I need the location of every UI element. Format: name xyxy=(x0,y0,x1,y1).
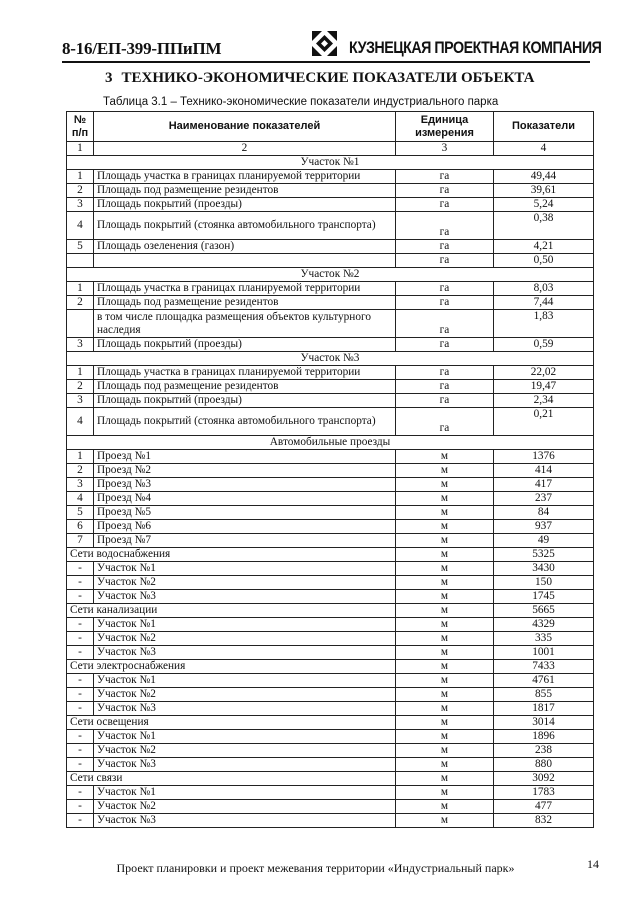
unit-cell: м xyxy=(396,716,494,730)
row-number xyxy=(67,310,94,338)
indicator-name: в том числе площадка размещения объектов культурного наследия xyxy=(94,310,396,338)
unit-cell: м xyxy=(396,604,494,618)
column-index-row xyxy=(67,142,594,156)
unit-cell: га xyxy=(396,212,494,240)
row-number: 2 xyxy=(67,380,94,394)
table-row xyxy=(67,562,594,576)
value-cell: 150 xyxy=(494,576,594,590)
value-cell: 0,59 xyxy=(494,338,594,352)
indicator-name: Участок №3 xyxy=(94,646,396,660)
table-row xyxy=(67,674,594,688)
table-row xyxy=(67,646,594,660)
table-row xyxy=(67,632,594,646)
row-number: 7 xyxy=(67,534,94,548)
indicator-name: Участок №2 xyxy=(94,688,396,702)
unit-cell: м xyxy=(396,492,494,506)
row-number xyxy=(67,254,94,268)
value-cell: 1376 xyxy=(494,450,594,464)
category-label: Сети связи xyxy=(67,772,396,786)
header-rule xyxy=(62,61,590,63)
row-number: 4 xyxy=(67,212,94,240)
value-cell: 3430 xyxy=(494,562,594,576)
row-number: 1 xyxy=(67,170,94,184)
value-cell: 3014 xyxy=(494,716,594,730)
row-number: - xyxy=(67,646,94,660)
unit-cell: га xyxy=(396,282,494,296)
unit-cell: м xyxy=(396,478,494,492)
value-cell: 0,50 xyxy=(494,254,594,268)
unit-cell: га xyxy=(396,310,494,338)
value-cell: 0,21 xyxy=(494,408,594,436)
unit-cell: га xyxy=(396,408,494,436)
row-number: 4 xyxy=(67,492,94,506)
value-cell: 7433 xyxy=(494,660,594,674)
row-number: 5 xyxy=(67,240,94,254)
table-row xyxy=(67,408,594,436)
indicator-name: Участок №2 xyxy=(94,744,396,758)
table-row xyxy=(67,198,594,212)
section-row xyxy=(67,436,594,450)
page-footer: Проект планировки и проект межевания территории «Индустриальный парк» xyxy=(116,861,515,875)
row-number: - xyxy=(67,632,94,646)
unit-cell: га xyxy=(396,380,494,394)
section-title xyxy=(105,70,534,87)
unit-cell: м xyxy=(396,688,494,702)
value-cell: 3092 xyxy=(494,772,594,786)
value-cell: 19,47 xyxy=(494,380,594,394)
unit-cell: га xyxy=(396,338,494,352)
value-cell: 0,38 xyxy=(494,212,594,240)
table-row xyxy=(67,366,594,380)
indicator-name: Площадь под размещение резидентов xyxy=(94,184,396,198)
unit-cell: м xyxy=(396,576,494,590)
indicator-name: Участок №3 xyxy=(94,814,396,828)
unit-cell: м xyxy=(396,464,494,478)
value-cell: 49 xyxy=(494,534,594,548)
indicator-name: Участок №3 xyxy=(94,758,396,772)
unit-cell: м xyxy=(396,632,494,646)
unit-cell: м xyxy=(396,674,494,688)
indicator-name: Площадь под размещение резидентов xyxy=(94,296,396,310)
indicator-name: Площадь покрытий (стоянка автомобильного транспорта) xyxy=(94,212,396,240)
indicator-name: Площадь покрытий (стоянка автомобильного транспорта) xyxy=(94,408,396,436)
header-value: Показатели xyxy=(494,112,594,142)
row-number: - xyxy=(67,744,94,758)
table-row xyxy=(67,212,594,240)
value-cell: 1,83 xyxy=(494,310,594,338)
table-row xyxy=(67,702,594,716)
unit-cell: м xyxy=(396,646,494,660)
row-number: 5 xyxy=(67,506,94,520)
table-row xyxy=(67,464,594,478)
table-row xyxy=(67,814,594,828)
row-number: 3 xyxy=(67,338,94,352)
category-label: Сети освещения xyxy=(67,716,396,730)
table-row xyxy=(67,506,594,520)
value-cell: 832 xyxy=(494,814,594,828)
indicator-name: Площадь под размещение резидентов xyxy=(94,380,396,394)
section-heading: ТЕХНИКО-ЭКОНОМИЧЕСКИЕ ПОКАЗАТЕЛИ ОБЪЕКТА xyxy=(121,70,535,86)
indicator-name: Участок №3 xyxy=(94,590,396,604)
value-cell: 880 xyxy=(494,758,594,772)
unit-cell: м xyxy=(396,786,494,800)
category-label: Сети электроснабжения xyxy=(67,660,396,674)
unit-cell: м xyxy=(396,562,494,576)
indicator-name: Участок №1 xyxy=(94,786,396,800)
category-row xyxy=(67,660,594,674)
row-number: - xyxy=(67,730,94,744)
value-cell: 1783 xyxy=(494,786,594,800)
page-number: 14 xyxy=(587,857,599,871)
indicator-name: Участок №2 xyxy=(94,800,396,814)
row-number: 1 xyxy=(67,450,94,464)
table-row xyxy=(67,338,594,352)
indicator-name: Площадь участка в границах планируемой территории xyxy=(94,366,396,380)
table-row xyxy=(67,590,594,604)
header-name: Наименование показателей xyxy=(94,112,396,142)
value-cell: 1745 xyxy=(494,590,594,604)
column-index: 3 xyxy=(396,142,494,156)
indicator-name: Площадь покрытий (проезды) xyxy=(94,338,396,352)
column-index: 1 xyxy=(67,142,94,156)
indicator-name xyxy=(94,254,396,268)
table-row xyxy=(67,492,594,506)
row-number: 6 xyxy=(67,520,94,534)
row-number: - xyxy=(67,590,94,604)
value-cell: 477 xyxy=(494,800,594,814)
indicator-name: Площадь покрытий (проезды) xyxy=(94,198,396,212)
table-body xyxy=(67,156,594,828)
section-label: Автомобильные проезды xyxy=(67,436,594,450)
unit-cell: га xyxy=(396,198,494,212)
indicator-name: Участок №3 xyxy=(94,702,396,716)
row-number: 4 xyxy=(67,408,94,436)
category-row xyxy=(67,604,594,618)
unit-cell: м xyxy=(396,660,494,674)
header-number: № п/п xyxy=(67,112,94,142)
unit-cell: м xyxy=(396,744,494,758)
table-caption: Таблица 3.1 – Технико-экономические показатели индустриального парка xyxy=(103,96,499,108)
unit-cell: м xyxy=(396,758,494,772)
unit-cell: м xyxy=(396,730,494,744)
value-cell: 4761 xyxy=(494,674,594,688)
value-cell: 22,02 xyxy=(494,366,594,380)
unit-cell: м xyxy=(396,590,494,604)
kuznetsk-logo-icon xyxy=(312,31,337,56)
category-row xyxy=(67,772,594,786)
value-cell: 5,24 xyxy=(494,198,594,212)
table-row xyxy=(67,520,594,534)
value-cell: 1896 xyxy=(494,730,594,744)
value-cell: 1001 xyxy=(494,646,594,660)
row-number: 1 xyxy=(67,282,94,296)
section-label: Участок №1 xyxy=(67,156,594,170)
table-row xyxy=(67,380,594,394)
unit-cell: м xyxy=(396,520,494,534)
unit-cell: м xyxy=(396,506,494,520)
indicator-name: Проезд №3 xyxy=(94,478,396,492)
value-cell: 4329 xyxy=(494,618,594,632)
unit-cell: га xyxy=(396,170,494,184)
row-number: - xyxy=(67,674,94,688)
table-row xyxy=(67,240,594,254)
value-cell: 238 xyxy=(494,744,594,758)
indicator-name: Участок №1 xyxy=(94,730,396,744)
indicator-name: Площадь покрытий (проезды) xyxy=(94,394,396,408)
value-cell: 84 xyxy=(494,506,594,520)
indicator-name: Участок №1 xyxy=(94,618,396,632)
value-cell: 1817 xyxy=(494,702,594,716)
row-number: 1 xyxy=(67,366,94,380)
table-row xyxy=(67,254,594,268)
row-number: 2 xyxy=(67,464,94,478)
row-number: 2 xyxy=(67,184,94,198)
indicator-name: Участок №2 xyxy=(94,632,396,646)
header-unit: Единица измерения xyxy=(396,112,494,142)
indicator-name: Проезд №6 xyxy=(94,520,396,534)
value-cell: 417 xyxy=(494,478,594,492)
indicator-name: Проезд №2 xyxy=(94,464,396,478)
row-number: - xyxy=(67,702,94,716)
value-cell: 414 xyxy=(494,464,594,478)
row-number: 3 xyxy=(67,478,94,492)
indicator-name: Проезд №5 xyxy=(94,506,396,520)
section-number: 3 xyxy=(105,70,113,86)
value-cell: 4,21 xyxy=(494,240,594,254)
row-number: - xyxy=(67,814,94,828)
section-row xyxy=(67,268,594,282)
table-row xyxy=(67,184,594,198)
section-label: Участок №2 xyxy=(67,268,594,282)
table-row xyxy=(67,478,594,492)
unit-cell: м xyxy=(396,618,494,632)
indicator-name: Участок №1 xyxy=(94,674,396,688)
table-row xyxy=(67,576,594,590)
indicators-table xyxy=(66,111,594,828)
unit-cell: га xyxy=(396,254,494,268)
value-cell: 5325 xyxy=(494,548,594,562)
value-cell: 8,03 xyxy=(494,282,594,296)
section-row xyxy=(67,352,594,366)
category-row xyxy=(67,548,594,562)
value-cell: 39,61 xyxy=(494,184,594,198)
section-label: Участок №3 xyxy=(67,352,594,366)
section-row xyxy=(67,156,594,170)
table-row xyxy=(67,786,594,800)
unit-cell: м xyxy=(396,548,494,562)
value-cell: 937 xyxy=(494,520,594,534)
unit-cell: га xyxy=(396,184,494,198)
table-row xyxy=(67,730,594,744)
value-cell: 335 xyxy=(494,632,594,646)
row-number: 3 xyxy=(67,198,94,212)
table-row xyxy=(67,394,594,408)
value-cell: 2,34 xyxy=(494,394,594,408)
indicator-name: Участок №1 xyxy=(94,562,396,576)
category-label: Сети водоснабжения xyxy=(67,548,396,562)
unit-cell: м xyxy=(396,534,494,548)
indicator-name: Проезд №4 xyxy=(94,492,396,506)
unit-cell: м xyxy=(396,814,494,828)
column-index: 2 xyxy=(94,142,396,156)
row-number: - xyxy=(67,576,94,590)
indicator-name: Площадь озеленения (газон) xyxy=(94,240,396,254)
unit-cell: м xyxy=(396,800,494,814)
row-number: - xyxy=(67,562,94,576)
value-cell: 5665 xyxy=(494,604,594,618)
unit-cell: га xyxy=(396,296,494,310)
row-number: - xyxy=(67,758,94,772)
table-row xyxy=(67,450,594,464)
row-number: 3 xyxy=(67,394,94,408)
table-row xyxy=(67,534,594,548)
company-name: КУЗНЕЦКАЯ ПРОЕКТНАЯ КОМПАНИЯ xyxy=(349,38,602,57)
row-number: - xyxy=(67,688,94,702)
page-header xyxy=(62,30,602,60)
row-number: - xyxy=(67,786,94,800)
unit-cell: м xyxy=(396,772,494,786)
unit-cell: м xyxy=(396,702,494,716)
table-row xyxy=(67,758,594,772)
value-cell: 855 xyxy=(494,688,594,702)
value-cell: 49,44 xyxy=(494,170,594,184)
table-row xyxy=(67,282,594,296)
table-header-row xyxy=(67,112,594,142)
category-row xyxy=(67,716,594,730)
indicator-name: Участок №2 xyxy=(94,576,396,590)
value-cell: 237 xyxy=(494,492,594,506)
document-code: 8-16/ЕП-399-ППиПМ xyxy=(62,39,222,58)
unit-cell: га xyxy=(396,366,494,380)
table-row xyxy=(67,800,594,814)
indicator-name: Проезд №7 xyxy=(94,534,396,548)
row-number: - xyxy=(67,618,94,632)
table-row xyxy=(67,296,594,310)
table-row xyxy=(67,310,594,338)
value-cell: 7,44 xyxy=(494,296,594,310)
table-row xyxy=(67,744,594,758)
table-row xyxy=(67,618,594,632)
table-row xyxy=(67,170,594,184)
unit-cell: га xyxy=(396,394,494,408)
unit-cell: м xyxy=(396,450,494,464)
indicator-name: Площадь участка в границах планируемой территории xyxy=(94,282,396,296)
row-number: 2 xyxy=(67,296,94,310)
unit-cell: га xyxy=(396,240,494,254)
row-number: - xyxy=(67,800,94,814)
indicator-name: Площадь участка в границах планируемой территории xyxy=(94,170,396,184)
column-index: 4 xyxy=(494,142,594,156)
category-label: Сети канализации xyxy=(67,604,396,618)
table-row xyxy=(67,688,594,702)
indicator-name: Проезд №1 xyxy=(94,450,396,464)
